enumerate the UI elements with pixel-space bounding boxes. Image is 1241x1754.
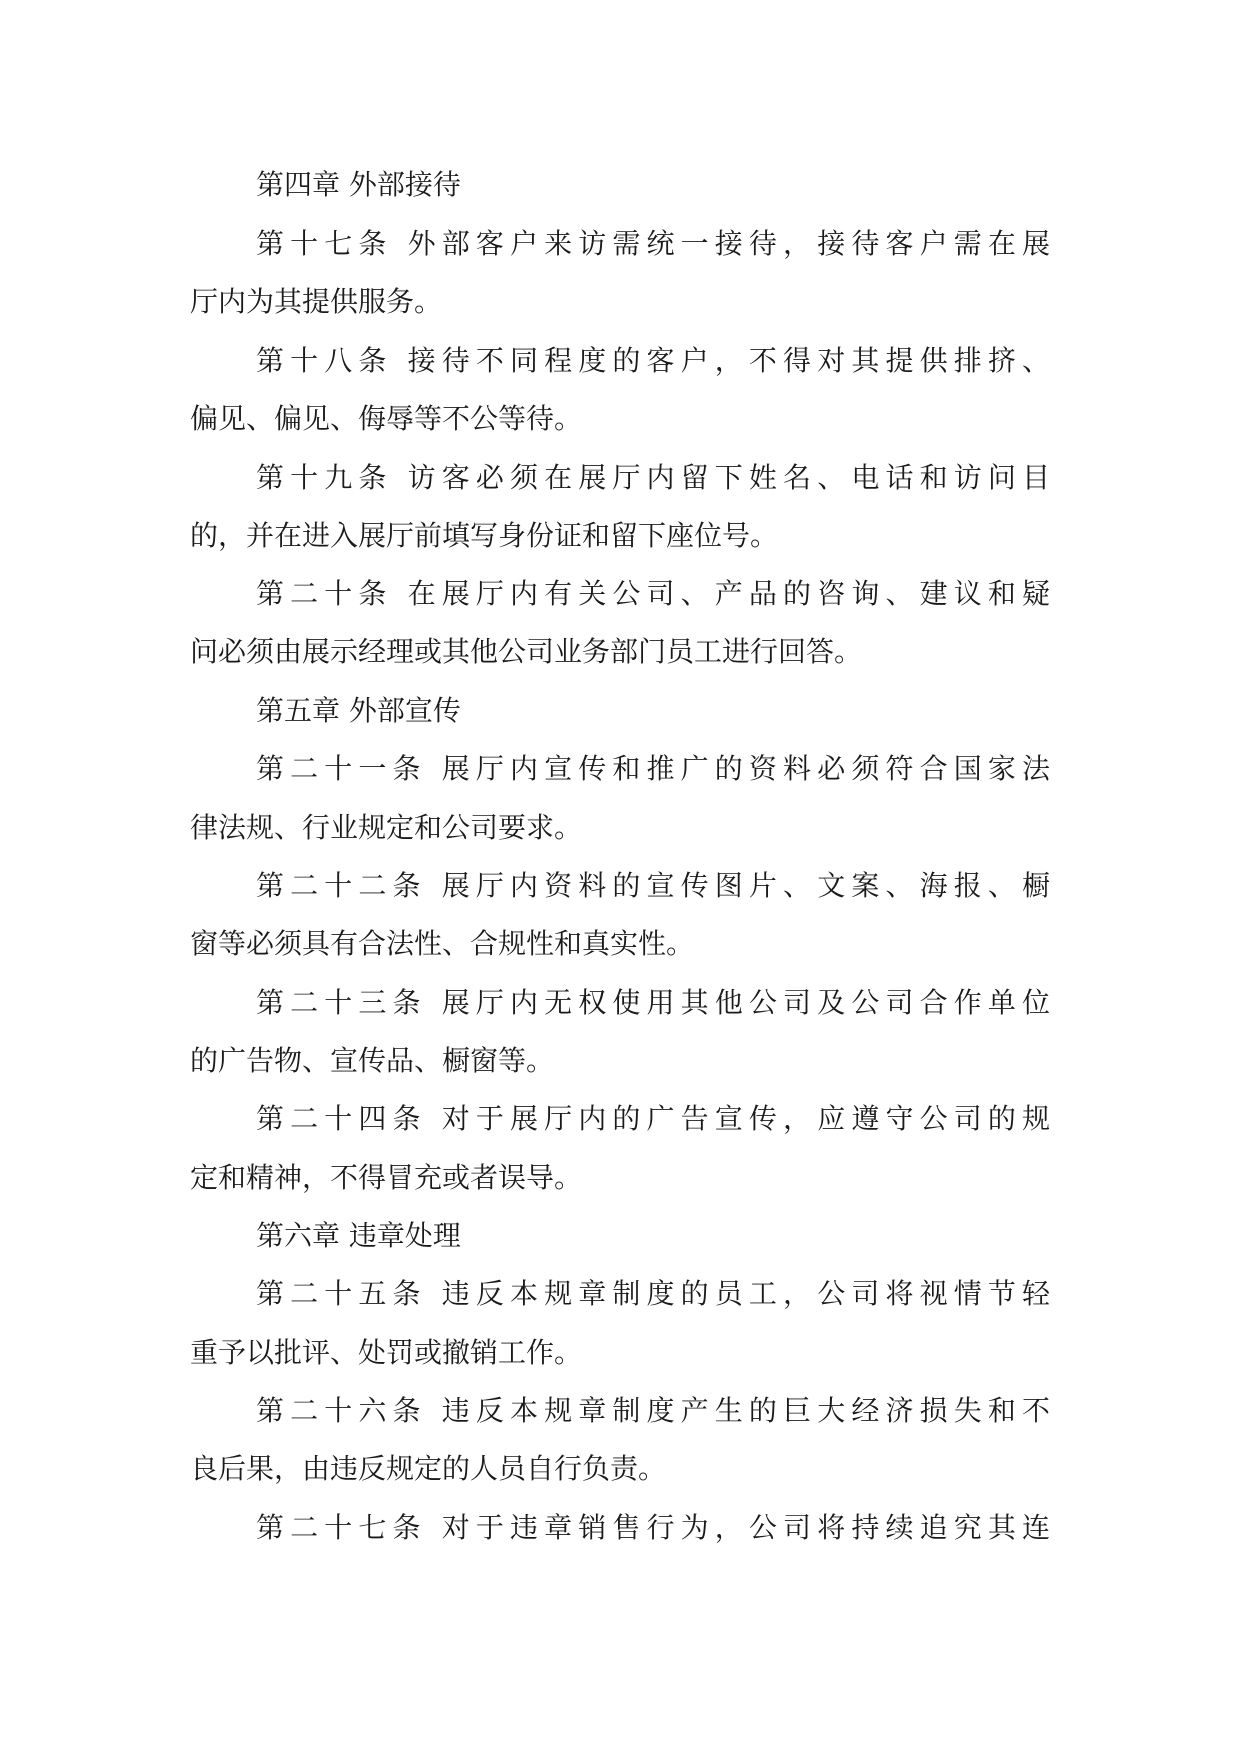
article-line: 第二十一条 展厅内宣传和推广的资料必须符合国家法 xyxy=(256,752,1050,785)
article-line: 第二十六条 违反本规章制度产生的巨大经济损失和不 xyxy=(256,1394,1050,1427)
chapter-heading: 第五章 外部宣传 xyxy=(256,694,461,727)
article-line: 第十九条 访客必须在展厅内留下姓名、电话和访问目 xyxy=(256,461,1050,494)
chapter-heading: 第四章 外部接待 xyxy=(256,168,461,201)
article-line: 问必须由展示经理或其他公司业务部门员工进行回答。 xyxy=(190,635,863,668)
article-line: 的，并在进入展厅前填写身份证和留下座位号。 xyxy=(190,519,779,552)
article-line: 窗等必须具有合法性、合规性和真实性。 xyxy=(190,927,695,960)
chapter-heading: 第六章 违章处理 xyxy=(256,1219,461,1252)
article-line: 第十八条 接待不同程度的客户，不得对其提供排挤、 xyxy=(256,344,1050,377)
article-line: 第二十四条 对于展厅内的广告宣传，应遵守公司的规 xyxy=(256,1102,1050,1135)
article-line: 第十七条 外部客户来访需统一接待，接待客户需在展 xyxy=(256,227,1050,260)
article-line: 第二十七条 对于违章销售行为，公司将持续追究其连 xyxy=(256,1511,1050,1544)
article-line: 重予以批评、处罚或撤销工作。 xyxy=(190,1336,583,1369)
article-line: 第二十二条 展厅内资料的宣传图片、文案、海报、橱 xyxy=(256,869,1050,902)
article-line: 第二十三条 展厅内无权使用其他公司及公司合作单位 xyxy=(256,986,1050,1019)
article-line: 第二十五条 违反本规章制度的员工，公司将视情节轻 xyxy=(256,1277,1050,1310)
article-line: 厅内为其提供服务。 xyxy=(190,285,443,318)
article-line: 偏见、偏见、侮辱等不公等待。 xyxy=(190,402,583,435)
article-line: 第二十条 在展厅内有关公司、产品的咨询、建议和疑 xyxy=(256,577,1050,610)
article-line: 良后果，由违反规定的人员自行负责。 xyxy=(190,1452,667,1485)
article-line: 定和精神，不得冒充或者误导。 xyxy=(190,1161,583,1194)
article-line: 的广告物、宣传品、橱窗等。 xyxy=(190,1044,555,1077)
article-line: 律法规、行业规定和公司要求。 xyxy=(190,811,583,844)
